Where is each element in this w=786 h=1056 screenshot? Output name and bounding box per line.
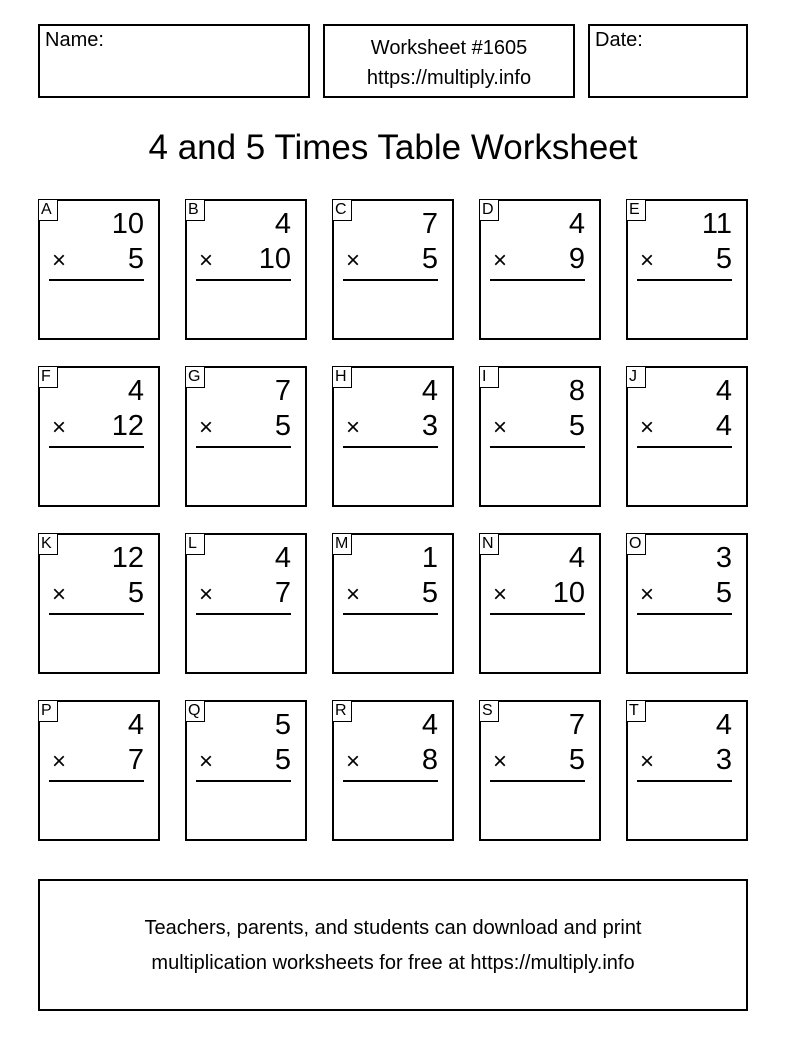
multiply-sign: ×	[640, 581, 655, 608]
problem-card	[626, 366, 748, 507]
multiplier: 5	[568, 744, 585, 776]
multiplicand: 4	[274, 208, 291, 240]
multiply-sign: ×	[640, 247, 655, 274]
multiplicand: 7	[421, 208, 438, 240]
answer-line	[490, 279, 585, 281]
problem-letter: N	[479, 533, 499, 555]
answer-line	[637, 613, 732, 615]
multiply-sign: ×	[52, 414, 67, 441]
multiplier: 5	[274, 410, 291, 442]
multiply-sign: ×	[346, 247, 361, 274]
multiply-sign: ×	[640, 748, 655, 775]
problem-letter: D	[479, 199, 499, 221]
problem-card	[38, 700, 160, 841]
multiply-sign: ×	[199, 581, 214, 608]
multiplier: 10	[552, 577, 585, 609]
problem-letter: J	[626, 366, 646, 388]
answer-line	[49, 446, 144, 448]
multiplicand: 4	[568, 208, 585, 240]
multiplier: 3	[421, 410, 438, 442]
multiplicand: 4	[127, 709, 144, 741]
answer-line	[196, 446, 291, 448]
multiplier: 5	[421, 243, 438, 275]
answer-line	[490, 780, 585, 782]
problem-letter: R	[332, 700, 352, 722]
problem-card	[332, 199, 454, 340]
answer-line	[637, 279, 732, 281]
answer-line	[490, 446, 585, 448]
multiplicand: 4	[568, 542, 585, 574]
problem-card	[332, 533, 454, 674]
problem-card	[185, 533, 307, 674]
multiply-sign: ×	[493, 748, 508, 775]
multiply-sign: ×	[493, 414, 508, 441]
multiplier: 9	[568, 243, 585, 275]
problem-card	[38, 366, 160, 507]
multiply-sign: ×	[346, 581, 361, 608]
footer-text-line-2: multiplication worksheets for free at https://multiply.info	[151, 952, 635, 974]
answer-line	[343, 279, 438, 281]
answer-line	[490, 613, 585, 615]
problem-card	[185, 199, 307, 340]
multiplicand: 4	[127, 375, 144, 407]
worksheet-number: Worksheet #1605	[370, 37, 528, 59]
multiplicand: 3	[715, 542, 732, 574]
problem-card	[479, 199, 601, 340]
multiply-sign: ×	[199, 414, 214, 441]
multiplicand: 4	[421, 375, 438, 407]
problem-letter: S	[479, 700, 499, 722]
problem-card	[185, 366, 307, 507]
footer-text-line-1: Teachers, parents, and students can download and print	[144, 917, 642, 939]
answer-line	[196, 613, 291, 615]
problem-letter: O	[626, 533, 646, 555]
problem-letter: T	[626, 700, 646, 722]
problem-card	[626, 700, 748, 841]
answer-line	[637, 780, 732, 782]
problem-letter: I	[479, 366, 499, 388]
multiply-sign: ×	[52, 748, 67, 775]
name-label: Name:	[45, 29, 104, 51]
problem-card	[626, 533, 748, 674]
answer-line	[343, 446, 438, 448]
multiply-sign: ×	[346, 414, 361, 441]
problem-card	[38, 199, 160, 340]
problem-card	[185, 700, 307, 841]
worksheet-url[interactable]: https://multiply.info	[366, 67, 532, 89]
date-label: Date:	[595, 29, 643, 51]
multiply-sign: ×	[199, 247, 214, 274]
multiply-sign: ×	[52, 247, 67, 274]
answer-line	[343, 780, 438, 782]
multiplier: 5	[127, 577, 144, 609]
multiplier: 4	[715, 410, 732, 442]
problem-card	[479, 533, 601, 674]
problem-letter: E	[626, 199, 646, 221]
problem-letter: Q	[185, 700, 205, 722]
problem-card	[332, 366, 454, 507]
problem-letter: L	[185, 533, 205, 555]
problem-card	[38, 533, 160, 674]
multiplicand: 4	[274, 542, 291, 574]
multiplier: 5	[715, 577, 732, 609]
problem-card	[626, 199, 748, 340]
problem-letter: M	[332, 533, 352, 555]
multiplier: 3	[715, 744, 732, 776]
multiplier: 5	[568, 410, 585, 442]
problem-letter: C	[332, 199, 352, 221]
multiply-sign: ×	[493, 581, 508, 608]
multiplicand: 4	[421, 709, 438, 741]
answer-line	[49, 279, 144, 281]
problem-letter: H	[332, 366, 352, 388]
multiplicand: 5	[274, 709, 291, 741]
multiply-sign: ×	[640, 414, 655, 441]
answer-line	[49, 780, 144, 782]
problem-letter: F	[38, 366, 58, 388]
multiplicand: 12	[111, 542, 144, 574]
multiplicand: 7	[274, 375, 291, 407]
multiply-sign: ×	[493, 247, 508, 274]
multiplier: 5	[274, 744, 291, 776]
multiplier: 7	[274, 577, 291, 609]
multiply-sign: ×	[199, 748, 214, 775]
multiplier: 5	[715, 243, 732, 275]
multiply-sign: ×	[346, 748, 361, 775]
problem-letter: A	[38, 199, 58, 221]
multiplicand: 4	[715, 375, 732, 407]
multiplier: 5	[421, 577, 438, 609]
multiplicand: 4	[715, 709, 732, 741]
answer-line	[196, 780, 291, 782]
problem-letter: P	[38, 700, 58, 722]
multiplicand: 8	[568, 375, 585, 407]
problem-letter: K	[38, 533, 58, 555]
footer-box	[38, 879, 748, 1011]
problem-card	[479, 366, 601, 507]
multiplier: 5	[127, 243, 144, 275]
problem-card	[332, 700, 454, 841]
multiplier: 8	[421, 744, 438, 776]
answer-line	[637, 446, 732, 448]
answer-line	[196, 279, 291, 281]
problem-letter: G	[185, 366, 205, 388]
problem-card	[479, 700, 601, 841]
multiplier: 12	[111, 410, 144, 442]
worksheet-title: 4 and 5 Times Table Worksheet	[148, 128, 638, 167]
multiplier: 7	[127, 744, 144, 776]
multiplicand: 7	[568, 709, 585, 741]
multiplicand: 11	[701, 208, 732, 240]
multiplicand: 1	[421, 542, 438, 574]
answer-line	[49, 613, 144, 615]
multiplier: 10	[258, 243, 291, 275]
multiplicand: 10	[111, 208, 144, 240]
problem-letter: B	[185, 199, 205, 221]
multiply-sign: ×	[52, 581, 67, 608]
answer-line	[343, 613, 438, 615]
